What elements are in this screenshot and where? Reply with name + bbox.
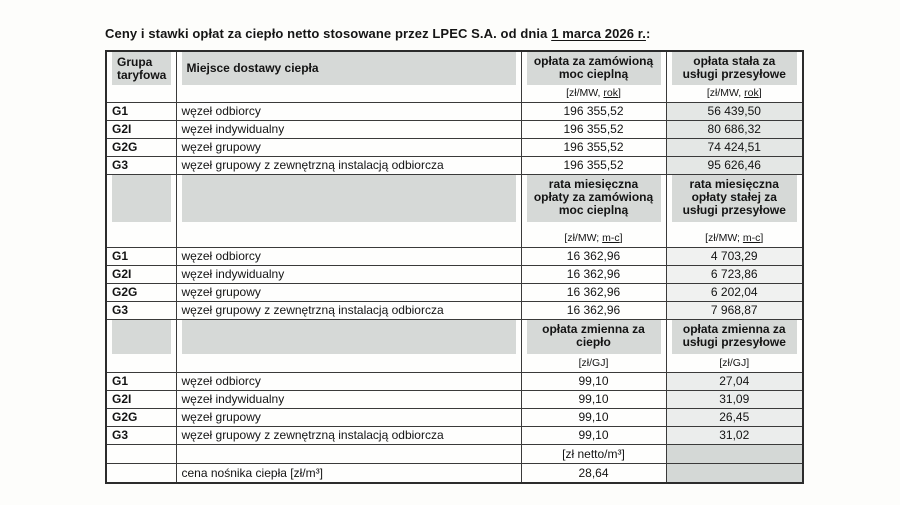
table-row — [106, 302, 803, 320]
header-cell-place — [176, 51, 521, 103]
empty-cell — [106, 445, 176, 464]
ordered-power-fee-cell: 196 355,52 — [521, 157, 666, 175]
unit-label: [zł/MW; m-c] — [705, 231, 764, 244]
header-cell-monthly-power-instalment — [521, 175, 666, 248]
delivery-place-cell: węzeł grupowy z zewnętrzną instalacją odbiorcza — [176, 302, 521, 320]
header-cell-monthly-fixed-instalment — [666, 175, 803, 248]
fixed-transmission-fee-cell: 56 439,50 — [666, 103, 803, 121]
tariff-group-cell: G2I — [106, 391, 176, 409]
title-text: Ceny i stawki opłat za ciepło netto stosowane przez LPEC S.A. od dnia — [105, 26, 552, 41]
carrier-unit-label: [zł netto/m³] — [521, 445, 666, 464]
tariff-group-cell: G1 — [106, 103, 176, 121]
monthly-power-instalment-cell: 16 362,96 — [521, 248, 666, 266]
tariff-group-cell: G2I — [106, 266, 176, 284]
monthly-power-instalment-cell: 16 362,96 — [521, 266, 666, 284]
variable-transmission-fee-cell: 26,45 — [666, 409, 803, 427]
header-place-label: Miejsce dostawy ciepła — [182, 52, 516, 85]
header-cell-empty — [176, 320, 521, 373]
header-fixed-transmission-fee-label: opłata stała za usługi przesyłowe — [672, 52, 798, 85]
tariff-group-cell: G3 — [106, 427, 176, 445]
unit-label: [zł/MW, rok] — [706, 86, 762, 99]
variable-transmission-fee-cell: 31,09 — [666, 391, 803, 409]
tariff-group-cell: G2G — [106, 284, 176, 302]
monthly-fixed-instalment-cell: 7 968,87 — [666, 302, 803, 320]
variable-heat-fee-cell: 99,10 — [521, 409, 666, 427]
delivery-place-cell: węzeł indywidualny — [176, 266, 521, 284]
variable-heat-fee-cell: 99,10 — [521, 391, 666, 409]
monthly-fixed-instalment-cell: 4 703,29 — [666, 248, 803, 266]
header-cell-ordered-power-fee — [521, 51, 666, 103]
tariff-group-cell: G2G — [106, 139, 176, 157]
table-row — [106, 157, 803, 175]
unit-label: [zł/GJ] — [719, 356, 750, 369]
table-row — [106, 103, 803, 121]
tariff-group-cell: G3 — [106, 157, 176, 175]
fixed-transmission-fee-cell: 95 626,46 — [666, 157, 803, 175]
header-monthly-power-instalment-label: rata miesięczna opłaty za zamówioną moc cieplną — [527, 175, 661, 222]
header-ordered-power-fee-label: opłata za zamówioną moc cieplną — [527, 52, 661, 85]
ordered-power-fee-cell: 196 355,52 — [521, 121, 666, 139]
carrier-price-label: cena nośnika ciepła [zł/m³] — [176, 464, 521, 484]
delivery-place-cell: węzeł indywidualny — [176, 121, 521, 139]
table-row — [106, 373, 803, 391]
header-variable-heat-fee-label: opłata zmienna za ciepło — [527, 320, 661, 354]
header-monthly-fixed-instalment-label: rata miesięczna opłaty stałej za usługi przesyłowe — [672, 175, 798, 222]
variable-transmission-fee-cell: 27,04 — [666, 373, 803, 391]
tariff-group-cell: G3 — [106, 302, 176, 320]
table-row — [106, 248, 803, 266]
delivery-place-cell: węzeł grupowy z zewnętrzną instalacją odbiorcza — [176, 427, 521, 445]
monthly-fixed-instalment-cell: 6 723,86 — [666, 266, 803, 284]
header-cell-group — [106, 51, 176, 103]
delivery-place-cell: węzeł grupowy z zewnętrzną instalacją odbiorcza — [176, 157, 521, 175]
table-row-carrier-price — [106, 464, 803, 484]
table-row — [106, 266, 803, 284]
page-title — [105, 26, 650, 41]
variable-heat-fee-cell: 99,10 — [521, 427, 666, 445]
delivery-place-cell: węzeł grupowy — [176, 284, 521, 302]
monthly-fixed-instalment-cell: 6 202,04 — [666, 284, 803, 302]
header-variable-transmission-fee-label: opłata zmienna za usługi przesyłowe — [672, 320, 798, 354]
table-row — [106, 284, 803, 302]
header-cell-variable-transmission-fee — [666, 320, 803, 373]
title-colon: : — [645, 26, 651, 41]
table-header-row-annual — [106, 51, 803, 103]
header-cell-empty — [106, 320, 176, 373]
header-cell-fixed-transmission-fee — [666, 51, 803, 103]
table-row-carrier-unit — [106, 445, 803, 464]
table-header-row-variable — [106, 320, 803, 373]
header-group-label: Grupa taryfowa — [112, 52, 171, 85]
delivery-place-cell: węzeł grupowy — [176, 409, 521, 427]
delivery-place-cell: węzeł indywidualny — [176, 391, 521, 409]
header-cell-empty — [176, 175, 521, 248]
tariff-group-cell: G1 — [106, 248, 176, 266]
table-row — [106, 121, 803, 139]
monthly-power-instalment-cell: 16 362,96 — [521, 284, 666, 302]
delivery-place-cell: węzeł odbiorcy — [176, 103, 521, 121]
monthly-power-instalment-cell: 16 362,96 — [521, 302, 666, 320]
tariff-group-cell: G2G — [106, 409, 176, 427]
variable-transmission-fee-cell: 31,02 — [666, 427, 803, 445]
fixed-transmission-fee-cell: 74 424,51 — [666, 139, 803, 157]
unit-label: [zł/MW, rok] — [566, 86, 621, 99]
ordered-power-fee-cell: 196 355,52 — [521, 139, 666, 157]
unit-label: [zł/GJ] — [578, 356, 609, 369]
table-row — [106, 391, 803, 409]
fixed-transmission-fee-cell: 80 686,32 — [666, 121, 803, 139]
header-cell-variable-heat-fee — [521, 320, 666, 373]
tariff-group-cell: G2I — [106, 121, 176, 139]
tariff-group-cell: G1 — [106, 373, 176, 391]
delivery-place-cell: węzeł grupowy — [176, 139, 521, 157]
shaded-cell — [666, 445, 803, 464]
title-effective-date: 1 marca 2026 r. — [551, 26, 646, 41]
table-row — [106, 139, 803, 157]
empty-cell — [176, 445, 521, 464]
header-cell-empty — [106, 175, 176, 248]
delivery-place-cell: węzeł odbiorcy — [176, 248, 521, 266]
tariff-table — [105, 50, 804, 484]
carrier-price-value: 28,64 — [521, 464, 666, 484]
table-header-row-monthly — [106, 175, 803, 248]
table-row — [106, 427, 803, 445]
shaded-cell — [666, 464, 803, 484]
ordered-power-fee-cell: 196 355,52 — [521, 103, 666, 121]
variable-heat-fee-cell: 99,10 — [521, 373, 666, 391]
empty-cell — [106, 464, 176, 484]
unit-label: [zł/MW; m-c] — [564, 231, 623, 244]
table-row — [106, 409, 803, 427]
delivery-place-cell: węzeł odbiorcy — [176, 373, 521, 391]
